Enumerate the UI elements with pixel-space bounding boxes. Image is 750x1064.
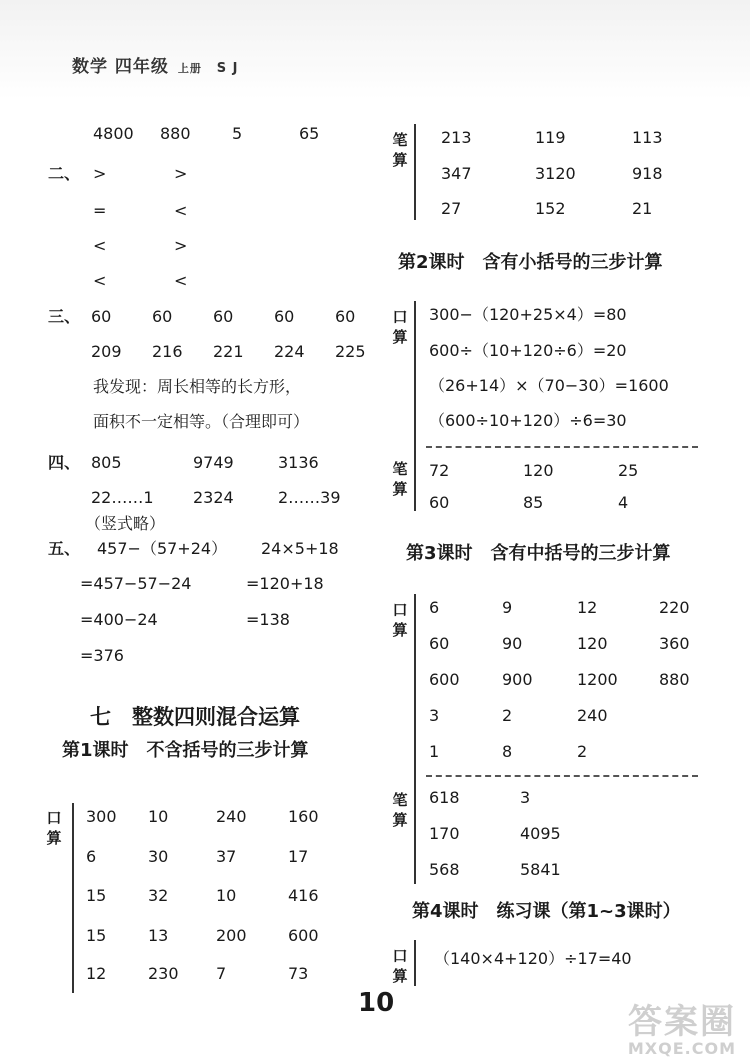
answer-cell: 3 xyxy=(429,706,440,725)
compare-sign: > xyxy=(93,164,107,183)
answer-cell: 209 xyxy=(91,342,122,361)
written-calc-label: 笔算 xyxy=(392,460,408,498)
equation: （600÷10+120）÷6=30 xyxy=(429,411,627,430)
compare-sign: < xyxy=(174,201,188,220)
equation: 600÷（10+120÷6）=20 xyxy=(429,341,627,360)
section-label-2: 二、 xyxy=(48,164,81,183)
answer-cell: 568 xyxy=(429,860,460,879)
calc-step: 457−（57+24） xyxy=(97,539,228,558)
lesson-title: 第1课时 不含括号的三步计算 xyxy=(62,740,309,761)
answer-cell: 32 xyxy=(148,886,169,905)
header-edition: S J xyxy=(216,61,239,76)
answer-cell: 230 xyxy=(148,964,179,983)
equation: （140×4+120）÷17=40 xyxy=(434,949,632,968)
answer-cell: 216 xyxy=(152,342,183,361)
answer-cell: 60 xyxy=(429,493,450,512)
answer-cell: 160 xyxy=(288,807,319,826)
answer-cell: 85 xyxy=(523,493,544,512)
answer-cell: 10 xyxy=(216,886,237,905)
calc-step: 24×5+18 xyxy=(261,539,339,558)
answer-cell: 60 xyxy=(91,307,112,326)
dashed-divider xyxy=(426,446,698,448)
answer-cell: 9749 xyxy=(193,453,234,472)
compare-sign: > xyxy=(174,236,188,255)
answer-cell: 7 xyxy=(216,964,227,983)
answer-cell: 3 xyxy=(520,788,531,807)
answer-cell: 15 xyxy=(86,886,107,905)
answer-cell: 152 xyxy=(535,199,566,218)
lesson-title: 第3课时 含有中括号的三步计算 xyxy=(406,543,671,564)
answer-cell: 360 xyxy=(659,634,690,653)
unit-title: 七 整数四则混合运算 xyxy=(90,705,300,729)
answer-cell: 6 xyxy=(429,598,440,617)
page-header xyxy=(72,52,239,77)
header-volume: 上册 xyxy=(177,62,202,75)
answer-cell: 2324 xyxy=(193,488,234,507)
answer-cell: 60 xyxy=(335,307,356,326)
oral-calc-label: 口算 xyxy=(46,809,62,847)
compare-sign: > xyxy=(174,164,188,183)
answer-cell: 10 xyxy=(148,807,169,826)
watermark-line: 答案圈 xyxy=(628,1002,736,1042)
answer-cell: 2……39 xyxy=(278,488,341,507)
watermark-line: MXQE.COM xyxy=(627,1039,736,1058)
section-bar xyxy=(414,940,416,986)
answer-cell: 880 xyxy=(659,670,690,689)
answer-cell: 65 xyxy=(299,124,320,143)
header-band xyxy=(0,0,750,100)
compare-sign: < xyxy=(174,271,188,290)
answer-cell: 600 xyxy=(288,926,319,945)
answer-cell: 25 xyxy=(618,461,639,480)
compare-sign: < xyxy=(93,236,107,255)
answer-cell: 170 xyxy=(429,824,460,843)
answer-cell: 1 xyxy=(429,742,440,761)
answer-cell: 17 xyxy=(288,847,309,866)
answer-cell: 221 xyxy=(213,342,244,361)
lesson-title: 第4课时 练习课（第1~3课时） xyxy=(412,901,681,922)
answer-cell: 300 xyxy=(86,807,117,826)
answer-cell: 416 xyxy=(288,886,319,905)
answer-cell: 240 xyxy=(577,706,608,725)
answer-cell: 72 xyxy=(429,461,450,480)
answer-cell: 120 xyxy=(577,634,608,653)
equation: （26+14）×（70−30）=1600 xyxy=(429,376,669,395)
answer-cell: 2 xyxy=(502,706,513,725)
answer-cell: 3120 xyxy=(535,164,576,183)
compare-sign: < xyxy=(93,271,107,290)
answer-cell: 5841 xyxy=(520,860,561,879)
calc-step: =457−57−24 xyxy=(80,574,192,593)
discovery-note: 面积不一定相等。（合理即可） xyxy=(93,412,310,431)
calc-step: =376 xyxy=(80,646,124,665)
answer-cell: 60 xyxy=(213,307,234,326)
section-label-4: 四、 xyxy=(48,453,81,472)
answer-cell: 37 xyxy=(216,847,237,866)
section-label-3: 三、 xyxy=(48,307,81,326)
section-bar xyxy=(414,124,416,220)
answer-cell: 60 xyxy=(429,634,450,653)
answer-cell: 347 xyxy=(441,164,472,183)
answer-cell: 12 xyxy=(577,598,598,617)
answer-cell: 12 xyxy=(86,964,107,983)
watermark xyxy=(628,994,736,1058)
answer-cell: 805 xyxy=(91,453,122,472)
answer-cell: 22……1 xyxy=(91,488,154,507)
answer-cell: 60 xyxy=(152,307,173,326)
answer-cell: 113 xyxy=(632,128,663,147)
answer-cell: 30 xyxy=(148,847,169,866)
answer-cell: 220 xyxy=(659,598,690,617)
answer-cell: 120 xyxy=(523,461,554,480)
answer-cell: 4800 xyxy=(93,124,134,143)
header-grade: 四年级 xyxy=(114,57,169,77)
equation: 300−（120+25×4）=80 xyxy=(429,305,627,324)
oral-calc-label: 口算 xyxy=(392,308,408,346)
answer-cell: 3136 xyxy=(278,453,319,472)
calc-step: =400−24 xyxy=(80,610,158,629)
header-subject: 数学 xyxy=(72,57,108,77)
answer-cell: 27 xyxy=(441,199,462,218)
answer-cell: 4 xyxy=(618,493,629,512)
calc-step: =120+18 xyxy=(246,574,324,593)
page-number: 10 xyxy=(358,988,395,1018)
answer-cell: 213 xyxy=(441,128,472,147)
answer-cell: 119 xyxy=(535,128,566,147)
answer-cell: 4095 xyxy=(520,824,561,843)
answer-cell: 900 xyxy=(502,670,533,689)
answer-cell: 15 xyxy=(86,926,107,945)
oral-calc-label: 口算 xyxy=(392,947,408,985)
answer-cell: 9 xyxy=(502,598,513,617)
answer-cell: 8 xyxy=(502,742,513,761)
answer-cell: 1200 xyxy=(577,670,618,689)
section-bar xyxy=(414,301,416,511)
section-bar xyxy=(72,803,74,993)
compare-sign: = xyxy=(93,201,107,220)
written-calc-label: 笔算 xyxy=(392,791,408,829)
answer-cell: 240 xyxy=(216,807,247,826)
answer-cell: 225 xyxy=(335,342,366,361)
answer-cell: 13 xyxy=(148,926,169,945)
answer-cell: 918 xyxy=(632,164,663,183)
oral-calc-label: 口算 xyxy=(392,601,408,639)
answer-cell: 224 xyxy=(274,342,305,361)
lesson-title: 第2课时 含有小括号的三步计算 xyxy=(398,252,663,273)
answer-cell: 618 xyxy=(429,788,460,807)
answer-cell: 2 xyxy=(577,742,588,761)
section-label-5: 五、 xyxy=(48,539,81,558)
answer-cell: 5 xyxy=(232,124,243,143)
answer-cell: 200 xyxy=(216,926,247,945)
calc-step: =138 xyxy=(246,610,290,629)
vertical-note: （竖式略） xyxy=(85,514,166,533)
dashed-divider xyxy=(426,775,698,777)
answer-cell: 6 xyxy=(86,847,97,866)
answer-cell: 60 xyxy=(274,307,295,326)
answer-cell: 880 xyxy=(160,124,191,143)
answer-cell: 73 xyxy=(288,964,309,983)
answer-cell: 600 xyxy=(429,670,460,689)
answer-cell: 21 xyxy=(632,199,653,218)
section-bar xyxy=(414,594,416,884)
written-calc-label: 笔算 xyxy=(392,131,408,169)
discovery-note: 我发现：周长相等的长方形， xyxy=(93,377,302,396)
answer-cell: 90 xyxy=(502,634,523,653)
